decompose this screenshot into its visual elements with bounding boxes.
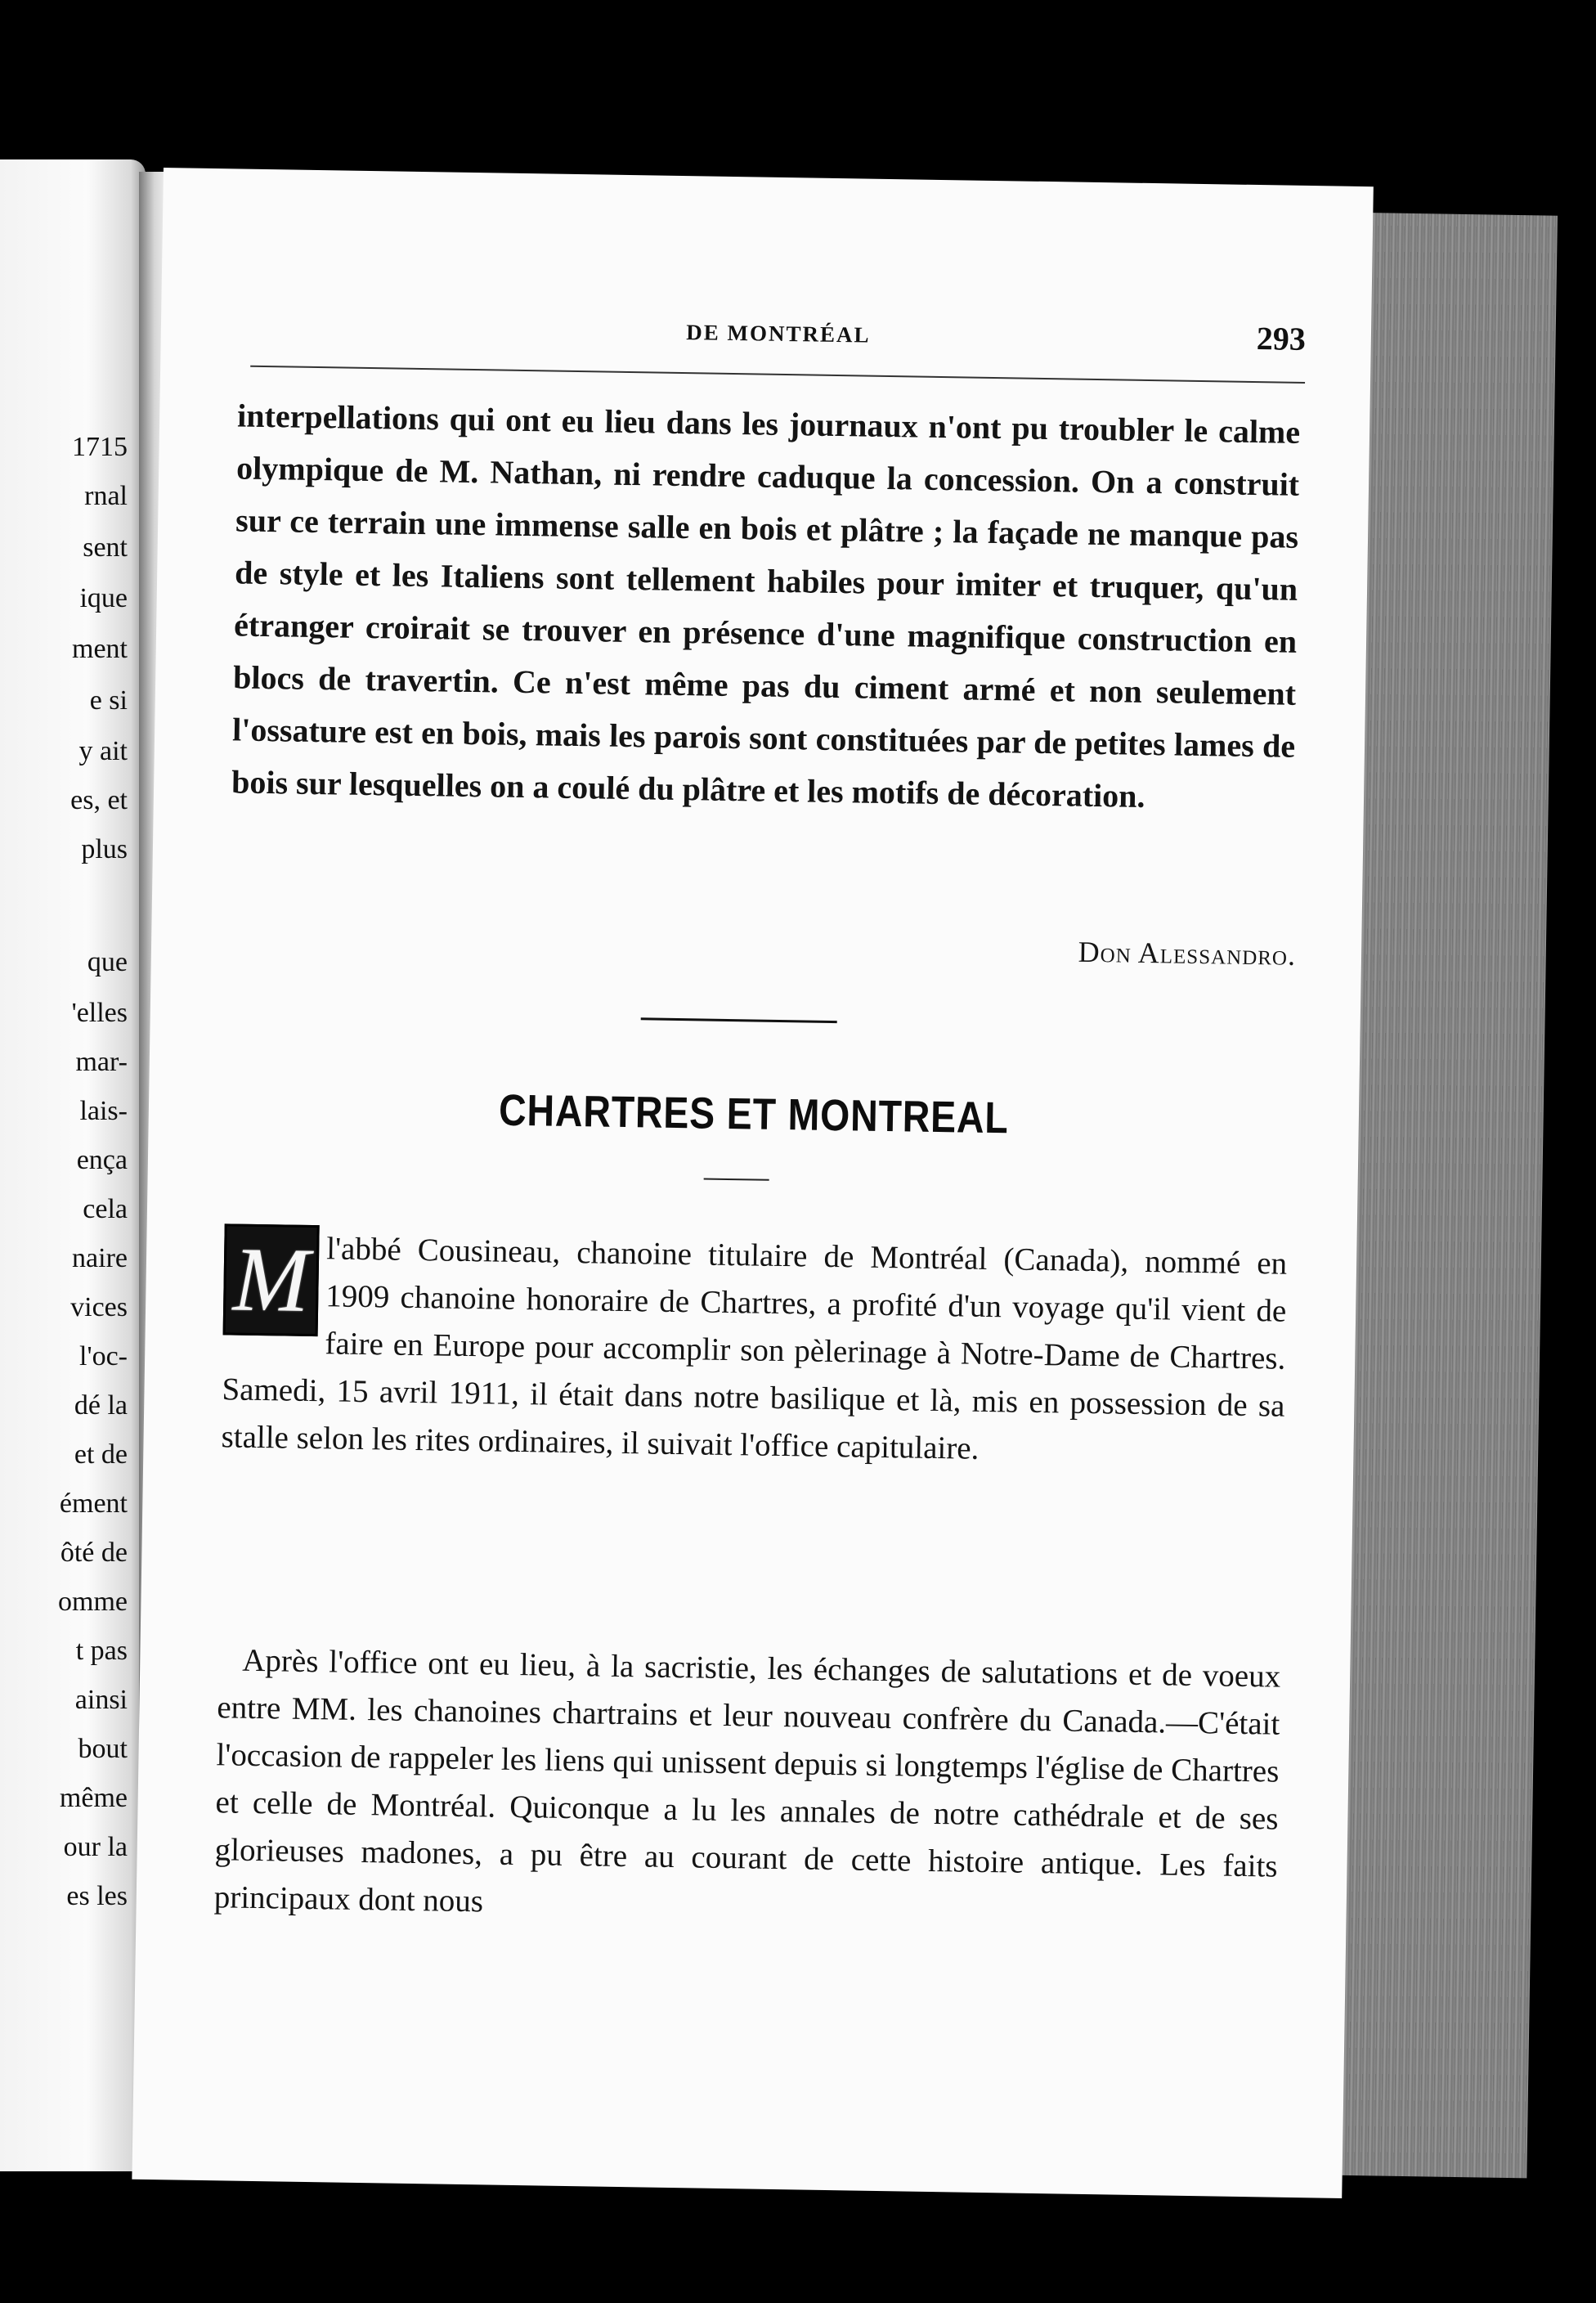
left-page-line-fragment: et de	[74, 1439, 128, 1470]
left-page-line-fragment: ôté de	[60, 1538, 128, 1568]
left-page-line-fragment: 'elles	[71, 998, 128, 1028]
running-head	[250, 308, 1306, 384]
book-page	[132, 168, 1373, 2198]
left-page-line-fragment: 1715	[72, 432, 128, 462]
left-page-line-fragment: dé la	[74, 1390, 128, 1421]
left-page-line-fragment: l'oc-	[79, 1341, 128, 1371]
left-page-line-fragment: ique	[79, 583, 128, 613]
left-page-line-fragment: lais-	[79, 1096, 128, 1126]
title-rule	[704, 1178, 769, 1181]
left-page-line-fragment: mar-	[75, 1047, 128, 1077]
left-page-line-fragment: ença	[76, 1145, 128, 1175]
left-page-line-fragment: même	[59, 1783, 128, 1813]
article-2-paragraph-2: Après l'office ont eu lieu, à la sacristie, les échanges de salutations et de voeux entre MM. les chanoines chartrains et leur nouveau confrère du Canada.—C'était l'occasion de rappeler les liens qui unissent depuis si longtemps l'église de Chartres et celle de Montréal. Quiconque a lu les annales de notre cathédrale et de ses glorieuses madones, a pu être au courant de cette histoire antique. Les faits principaux dont nous	[213, 1642, 1281, 1919]
left-page-line-fragment: que	[87, 947, 128, 977]
drop-cap-letter: M	[232, 1228, 311, 1331]
left-page-line-fragment: sent	[83, 532, 128, 563]
article-2-title: CHARTRES ET MONTREAL	[498, 1085, 1010, 1143]
left-page-line-fragment: vices	[70, 1292, 128, 1322]
page-number: 293	[1256, 320, 1307, 357]
article-1-paragraph: interpellations qui ont eu lieu dans les journaux n'ont pu troubler le calme olympique de M. Nathan, ni rendre caduque la concession. On a construit sur ce terrain une immense salle en bois et plâtre ; la façade ne manque pas de style et les Italiens sont tellement habiles pour imiter et truquer, qu'un étranger croirait se trouver en présence d'une magnifique construction en blocs de travertin. Ce n'est même pas du ciment armé et non seulement l'ossature est en bois, mais les parois sont constituées par de petites lames de bois sur lesquelles on a coulé du plâtre et les motifs de décoration.	[231, 397, 1301, 815]
left-page-line-fragment: rnal	[84, 481, 128, 511]
running-title: DE MONTRÉAL	[686, 320, 871, 348]
left-page-line-fragment: omme	[58, 1587, 128, 1617]
left-page-line-fragment: es les	[66, 1881, 128, 1911]
left-page-line-fragment: ément	[59, 1488, 128, 1519]
section-divider	[641, 1017, 837, 1023]
article-2-paragraph-1	[221, 1223, 1287, 1477]
left-page-line-fragment: plus	[81, 834, 128, 864]
left-page-line-fragment: naire	[72, 1243, 128, 1273]
article-2-paragraph-1-text: l'abbé Cousineau, chanoine titulaire de Montréal (Canada), nommé en 1909 chanoine honoraire de Chartres, a profité d'un voyage qu'il vient de faire en Europe pour accomplir son pèlerinage à Notre-Dame de Chartres. Samedi, 15 avril 1911, il était dans notre basilique et là, mis en possession de sa stalle selon les rites ordinaires, il suivait l'office capitulaire.	[221, 1231, 1288, 1466]
left-page-line-fragment: es, et	[70, 785, 128, 815]
left-page-line-fragment: our la	[63, 1832, 128, 1862]
left-page-line-fragment: bout	[78, 1734, 128, 1764]
drop-cap-spacer	[222, 1223, 327, 1366]
left-page-line-fragment: e si	[89, 685, 128, 716]
left-page-line-fragment: t pas	[75, 1636, 128, 1666]
article-1-signature: Don Alessandro.	[1078, 935, 1297, 972]
left-page-line-fragment: ainsi	[74, 1685, 128, 1715]
left-page-line-fragment: y ait	[78, 736, 128, 766]
left-page-line-fragment: ment	[72, 634, 128, 664]
left-page-line-fragment: cela	[83, 1194, 128, 1224]
